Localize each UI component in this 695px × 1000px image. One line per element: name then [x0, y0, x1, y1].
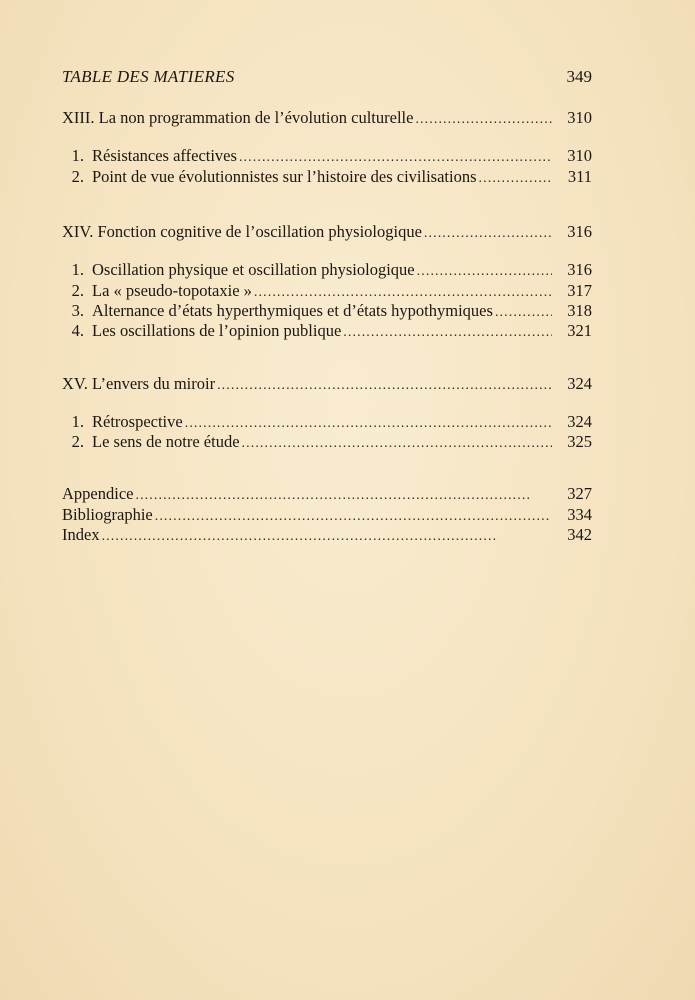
toc-entry-label: Bibliographie — [62, 505, 153, 524]
toc-entry-label: Les oscillations de l’opinion publique — [92, 321, 342, 340]
toc-page-number: 342 — [567, 525, 592, 544]
page-header — [62, 67, 592, 91]
toc-entry-label: Résistances affectives — [92, 146, 237, 165]
toc-chapter-14 — [62, 222, 592, 244]
toc-entry-number: 2. — [71, 281, 84, 300]
toc-entry — [62, 281, 592, 303]
toc-entry-number: 2. — [71, 167, 84, 186]
toc-page-number: 316 — [567, 222, 592, 241]
dot-leader — [495, 305, 552, 321]
toc-page-number: 316 — [567, 260, 592, 279]
dot-leader — [242, 436, 552, 452]
dot-leader — [135, 488, 552, 504]
toc-entry-label: Le sens de notre étude — [92, 432, 240, 451]
toc-page-number: 324 — [567, 374, 592, 393]
dot-leader — [155, 509, 552, 525]
toc-appendix — [62, 484, 592, 506]
toc-entry-number: 2. — [71, 432, 84, 451]
dot-leader — [417, 264, 552, 280]
toc-page-number: 318 — [567, 301, 592, 320]
toc-chapter-label: XIII. La non programmation de l’évolution culturelle — [62, 108, 414, 127]
toc-entry-label: Rétrospective — [92, 412, 183, 431]
dot-leader — [254, 285, 552, 301]
dot-leader — [239, 150, 552, 166]
toc-entry-number: 1. — [71, 412, 84, 431]
dot-leader — [185, 416, 552, 432]
toc-chapter-13 — [62, 108, 592, 130]
toc-entry-label: Point de vue évolutionnistes sur l’histoire des civilisations — [92, 167, 477, 186]
toc-chapter-15 — [62, 374, 592, 396]
toc-entry — [62, 301, 592, 323]
toc-entry-number: 3. — [71, 301, 84, 320]
toc-page-number: 327 — [567, 484, 592, 503]
toc-entry-number: 1. — [71, 146, 84, 165]
toc-page-number: 310 — [567, 108, 592, 127]
toc-entry-label: Alternance d’états hyperthymiques et d’états hypothymiques — [92, 301, 493, 320]
toc-page-number: 317 — [567, 281, 592, 300]
toc-page-number: 324 — [567, 412, 592, 431]
toc-entry-number: 4. — [71, 321, 84, 340]
running-title: TABLE DES MATIERES — [62, 67, 235, 86]
dot-leader — [343, 325, 552, 341]
dot-leader — [102, 529, 552, 545]
toc-entry-label: Appendice — [62, 484, 134, 503]
toc-page-number: 325 — [567, 432, 592, 451]
dot-leader — [217, 378, 552, 394]
toc-bibliography — [62, 505, 592, 527]
dot-leader — [424, 226, 552, 242]
dot-leader — [415, 112, 552, 128]
toc-entry — [62, 260, 592, 282]
toc-entry — [62, 167, 592, 189]
toc-chapter-label: XIV. Fonction cognitive de l’oscillation physiologique — [62, 222, 422, 241]
toc-entry — [62, 321, 592, 343]
toc-page-number: 321 — [567, 321, 592, 340]
dot-leader — [479, 171, 552, 187]
toc-index — [62, 525, 592, 547]
page-number: 349 — [566, 67, 592, 86]
toc-entry-label: Index — [62, 525, 100, 544]
toc-entry — [62, 146, 592, 168]
toc-page-number: 310 — [567, 146, 592, 165]
toc-entry — [62, 412, 592, 434]
toc-entry — [62, 432, 592, 454]
toc-page-number: 311 — [567, 167, 592, 186]
toc-chapter-label: XV. L’envers du miroir — [62, 374, 216, 393]
toc-entry-number: 1. — [71, 260, 84, 279]
toc-entry-label: Oscillation physique et oscillation physiologique — [92, 260, 415, 279]
toc-entry-label: La « pseudo-topotaxie » — [92, 281, 252, 300]
toc-page-number: 334 — [567, 505, 592, 524]
